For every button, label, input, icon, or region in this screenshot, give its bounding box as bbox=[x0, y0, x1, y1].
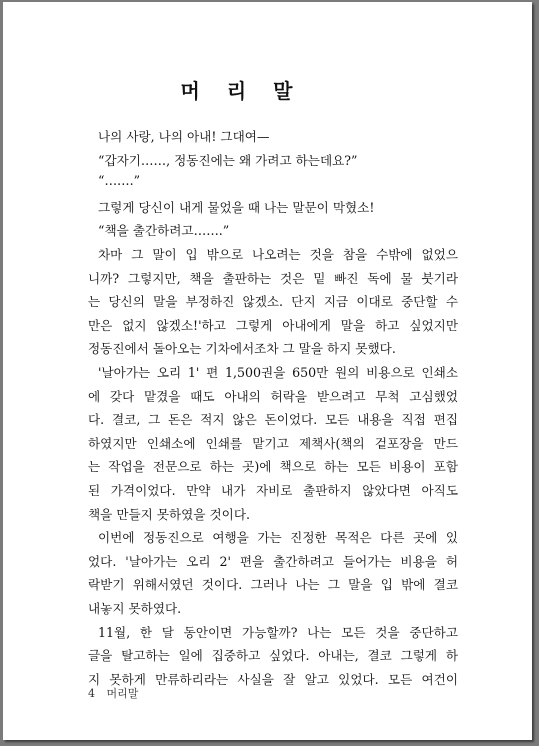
text-line: 된 가격이었다. 만약 내가 자비로 출판하지 않았다면 아직도 bbox=[88, 483, 458, 498]
text-line: “…….” bbox=[98, 173, 141, 189]
text-line: 지 못하게 만류하리라는 사실을 잘 알고 있었다. 모든 여건이 bbox=[88, 671, 458, 687]
text-line: 글을 탈고하는 일에 집중하고 싶었다. 아내는, 결코 그렇게 하 bbox=[88, 648, 458, 664]
text-line: 11월, 한 달 동안이면 가능할까? 나는 모든 것을 중단하고 bbox=[98, 624, 458, 640]
text-line: 다. 결코, 그 돈은 적지 않은 돈이었다. 모든 내용을 직접 편집 bbox=[88, 412, 458, 428]
text-line: 내놓지 못하였다. bbox=[88, 601, 182, 616]
text-line: 그렇게 당신이 내게 물었을 때 나는 말문이 막혔소! bbox=[98, 199, 375, 215]
text-line: “책을 출간하려고…….” bbox=[98, 223, 230, 239]
text-line: 이번에 정동진으로 여행을 가는 진정한 목적은 다른 곳에 있 bbox=[98, 530, 458, 546]
text-line: 락받기 위해서였던 것이다. 그러나 나는 그 말을 입 밖에 결코 bbox=[88, 577, 458, 593]
text-line: 니까? 그렇지만, 책을 출판하는 것은 밑 빠진 독에 물 붓기라 bbox=[88, 270, 458, 286]
text-line: 에 갖다 맡겼을 때도 아내의 허락을 받으려고 무척 고심했었 bbox=[88, 388, 458, 404]
text-line: 만은 없지 않겠소!'하고 그렇게 아내에게 말을 하고 싶었지만 bbox=[88, 317, 458, 333]
text-line: 하였지만 인쇄소에 인쇄를 맡기고 제책사(책의 겉포장을 만드 bbox=[88, 435, 458, 451]
text-line: “갑자기……, 정동진에는 왜 가려고 하는데요?” bbox=[98, 152, 358, 168]
text-line: 차마 그 말이 입 밖으로 나오려는 것을 참을 수밖에 없었으 bbox=[98, 247, 458, 262]
page-footer bbox=[88, 685, 146, 701]
text-line: '날아가는 오리 1' 편 1,500권을 650만 원의 비용으로 인쇄소 bbox=[98, 365, 458, 380]
text-line: 는 작업을 전문으로 하는 곳)에 책으로 하는 모든 비용이 포함 bbox=[88, 459, 458, 475]
page-title: 머 리 말 bbox=[180, 79, 303, 103]
footer-section-title: 머리말 bbox=[106, 687, 139, 700]
text-line: 정동진에서 돌아오는 기차에서조차 그 말을 하지 못했다. bbox=[88, 341, 396, 357]
text-line: 나의 사랑, 나의 아내! 그대여— bbox=[98, 129, 270, 144]
page-number: 4 bbox=[88, 687, 95, 700]
text-line: 는 당신의 말을 부정하진 않겠소. 단지 지금 이대로 중단할 수 bbox=[88, 294, 458, 310]
text-line: 었다. '날아가는 오리 2' 편을 출간하려고 들어가는 비용을 허 bbox=[88, 553, 458, 569]
document-page bbox=[3, 2, 532, 740]
text-line: 책을 만들지 못하였을 것이다. bbox=[88, 506, 250, 522]
